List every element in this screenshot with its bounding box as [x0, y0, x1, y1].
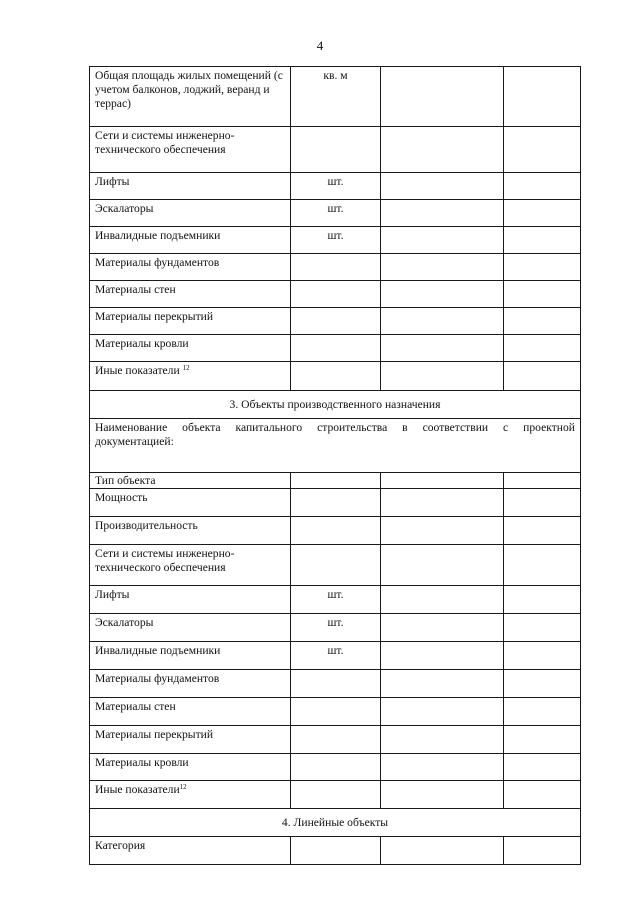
- row-unit: кв. м: [291, 67, 381, 127]
- row-label: Материалы стен: [90, 698, 291, 726]
- indicators-table: [89, 66, 581, 865]
- row-label: Материалы перекрытий: [90, 308, 291, 335]
- row-unit: [291, 362, 381, 391]
- row-label: Материалы перекрытий: [90, 726, 291, 754]
- value-cell: [504, 726, 581, 754]
- table-row: [90, 473, 581, 489]
- table-row: [90, 127, 581, 173]
- value-cell: [504, 473, 581, 489]
- row-unit: [291, 698, 381, 726]
- value-cell: [381, 754, 504, 781]
- row-label: Инвалидные подъемники: [90, 227, 291, 254]
- row-unit: [291, 127, 381, 173]
- row-label: Материалы кровли: [90, 754, 291, 781]
- value-cell: [504, 127, 581, 173]
- row-unit: шт.: [291, 200, 381, 227]
- row-label: Сети и системы инженерно-технического обеспечения: [90, 545, 291, 586]
- value-cell: [504, 308, 581, 335]
- value-cell: [504, 670, 581, 698]
- table-row: [90, 726, 581, 754]
- row-unit: [291, 335, 381, 362]
- value-cell: [381, 67, 504, 127]
- value-cell: [381, 127, 504, 173]
- row-label: Производительность: [90, 517, 291, 545]
- table-row: [90, 754, 581, 781]
- table-row: [90, 545, 581, 586]
- row-unit: [291, 754, 381, 781]
- row-unit: шт.: [291, 586, 381, 614]
- value-cell: [504, 254, 581, 281]
- value-cell: [504, 614, 581, 642]
- page-number: 4: [316, 38, 324, 53]
- row-label: [90, 362, 291, 391]
- object-name-row: [90, 419, 581, 473]
- value-cell: [381, 517, 504, 545]
- table-row: [90, 200, 581, 227]
- section-title: 4. Линейные объекты: [90, 809, 581, 837]
- table-row: [90, 335, 581, 362]
- table-row: [90, 586, 581, 614]
- value-cell: [381, 545, 504, 586]
- row-label: Материалы стен: [90, 281, 291, 308]
- row-label: Эскалаторы: [90, 200, 291, 227]
- value-cell: [504, 335, 581, 362]
- table-row: [90, 254, 581, 281]
- table-row: [90, 173, 581, 200]
- row-unit: шт.: [291, 173, 381, 200]
- table-row: [90, 227, 581, 254]
- object-name-line: Наименование объекта капитального строительства в соответствии с проектной: [95, 421, 575, 434]
- value-cell: [381, 670, 504, 698]
- table-row: [90, 614, 581, 642]
- table-row: [90, 489, 581, 517]
- value-cell: [381, 254, 504, 281]
- value-cell: [504, 173, 581, 200]
- section-header-row: [90, 391, 581, 419]
- table-row: [90, 781, 581, 809]
- row-unit: [291, 726, 381, 754]
- value-cell: [504, 362, 581, 391]
- row-unit: [291, 489, 381, 517]
- value-cell: [381, 362, 504, 391]
- table-row: [90, 837, 581, 865]
- value-cell: [504, 200, 581, 227]
- row-label: Сети и системы инженерно-технического обеспечения: [90, 127, 291, 173]
- value-cell: [504, 837, 581, 865]
- row-label: Инвалидные подъемники: [90, 642, 291, 670]
- value-cell: [381, 173, 504, 200]
- value-cell: [504, 545, 581, 586]
- value-cell: [381, 335, 504, 362]
- table-row: [90, 281, 581, 308]
- table-row: [90, 517, 581, 545]
- row-unit: [291, 517, 381, 545]
- row-label: Эскалаторы: [90, 614, 291, 642]
- table-row: [90, 67, 581, 127]
- row-label: Материалы фундаментов: [90, 670, 291, 698]
- object-name-line: документацией:: [95, 435, 174, 448]
- value-cell: [381, 308, 504, 335]
- value-cell: [504, 517, 581, 545]
- table-row: [90, 642, 581, 670]
- value-cell: [504, 642, 581, 670]
- row-unit: [291, 837, 381, 865]
- row-label: [90, 781, 291, 809]
- value-cell: [381, 489, 504, 517]
- footnote-ref: 12: [179, 783, 187, 791]
- value-cell: [381, 698, 504, 726]
- section-title: 3. Объекты производственного назначения: [90, 391, 581, 419]
- row-unit: [291, 281, 381, 308]
- value-cell: [381, 726, 504, 754]
- row-unit: [291, 254, 381, 281]
- row-unit: шт.: [291, 227, 381, 254]
- value-cell: [381, 586, 504, 614]
- value-cell: [504, 698, 581, 726]
- table-row: [90, 308, 581, 335]
- table-row: [90, 670, 581, 698]
- row-unit: шт.: [291, 642, 381, 670]
- value-cell: [504, 67, 581, 127]
- row-label: Лифты: [90, 173, 291, 200]
- value-cell: [504, 227, 581, 254]
- value-cell: [381, 614, 504, 642]
- row-label: Тип объекта: [90, 473, 291, 489]
- row-label: Мощность: [90, 489, 291, 517]
- value-cell: [504, 489, 581, 517]
- row-label-text: Иные показатели: [95, 364, 180, 377]
- object-name-cell: [90, 419, 581, 473]
- value-cell: [381, 281, 504, 308]
- value-cell: [504, 754, 581, 781]
- value-cell: [381, 837, 504, 865]
- row-unit: [291, 781, 381, 809]
- row-label: Лифты: [90, 586, 291, 614]
- row-unit: [291, 308, 381, 335]
- value-cell: [381, 200, 504, 227]
- value-cell: [504, 781, 581, 809]
- value-cell: [381, 473, 504, 489]
- row-unit: шт.: [291, 614, 381, 642]
- row-label: Материалы фундаментов: [90, 254, 291, 281]
- row-label: Категория: [90, 837, 291, 865]
- value-cell: [381, 642, 504, 670]
- table-row: [90, 362, 581, 391]
- table-row: [90, 698, 581, 726]
- row-label-text: Иные показатели: [95, 783, 180, 796]
- footnote-ref: 12: [182, 364, 190, 372]
- row-unit: [291, 473, 381, 489]
- value-cell: [504, 586, 581, 614]
- row-label: Материалы кровли: [90, 335, 291, 362]
- section-header-row: [90, 809, 581, 837]
- row-label: Общая площадь жилых помещений (с учетом балконов, лоджий, веранд и террас): [90, 67, 291, 127]
- row-unit: [291, 670, 381, 698]
- row-unit: [291, 545, 381, 586]
- value-cell: [381, 781, 504, 809]
- value-cell: [504, 281, 581, 308]
- value-cell: [381, 227, 504, 254]
